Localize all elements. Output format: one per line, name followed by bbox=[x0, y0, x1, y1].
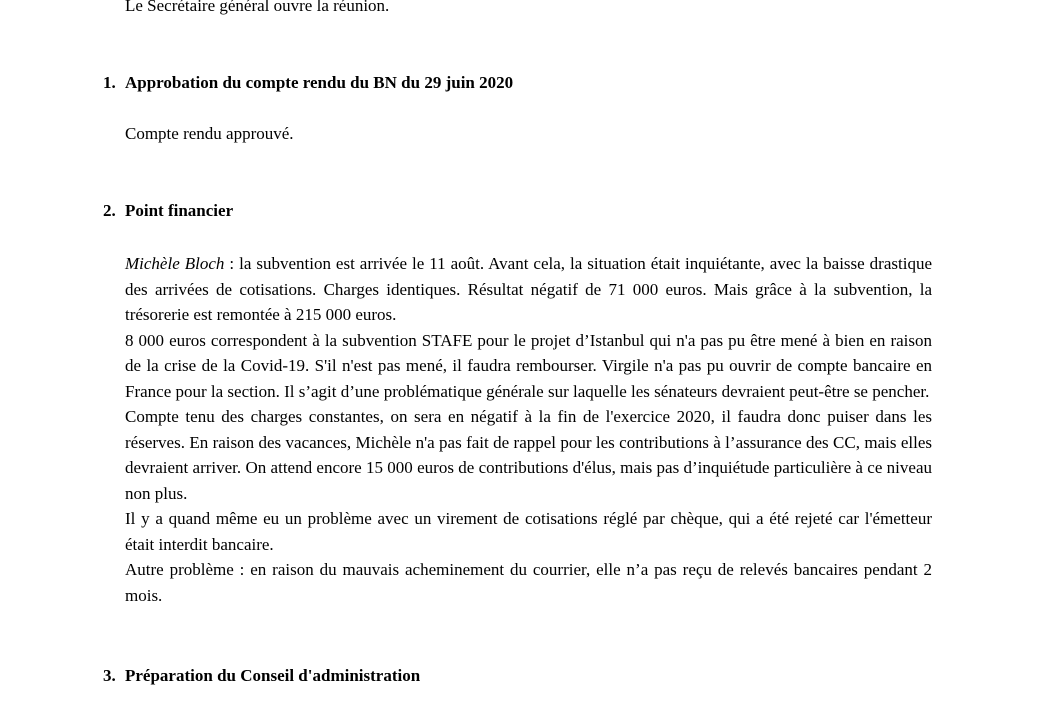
speech-paragraph-5: Autre problème : en raison du mauvais acheminement du courrier, elle n’a pas reçu de relevés bancaires pendant 2 mois. bbox=[125, 560, 932, 605]
intro-paragraph: Le Secrétaire général ouvre la réunion. bbox=[125, 0, 390, 15]
section-3-heading bbox=[103, 663, 932, 689]
speech-paragraph-2: 8 000 euros correspondent à la subvention STAFE pour le projet d’Istanbul qui n'a pas pu être mené à bien en raison de la crise de la Covid-19. S'il n'est pas mené, il faudra rembourser. Virgile n'a pas pu ouvrir de compte bancaire en France pour la section. Il s’agit d’une problématique générale sur laquelle les sénateurs devraient peut-être se pencher. bbox=[125, 330, 932, 401]
section-2-number: 2. bbox=[103, 201, 116, 220]
section-2-heading bbox=[103, 198, 932, 224]
speech-paragraph-4: Il y a quand même eu un problème avec un virement de cotisations réglé par chèque, qui a été rejeté car l'émetteur était interdit bancaire. bbox=[125, 509, 932, 554]
speaker-name: Michèle Bloch bbox=[125, 254, 225, 273]
section-1-title: Approbation du compte rendu du BN du 29 juin 2020 bbox=[125, 73, 514, 92]
speaker-separator: : bbox=[224, 254, 240, 273]
section-2-title: Point financier bbox=[125, 201, 234, 220]
section-3-title: Préparation du Conseil d'administration bbox=[125, 665, 421, 685]
speech-paragraph-1-text: la subvention est arrivée le 11 août. Avant cela, la situation était inquiétante, avec la baisse drastique des arrivées de cotisations. Charges identiques. Résultat négatif de 71 000 euros. Mais grâce à la subvention, la trésorerie est remontée à 215 000 euros. bbox=[125, 254, 932, 324]
section-1-heading bbox=[103, 70, 932, 96]
speech-paragraph-1 bbox=[125, 251, 932, 328]
section-2-content bbox=[0, 251, 1058, 608]
section-1-paragraph: Compte rendu approuvé. bbox=[125, 124, 294, 143]
section-3-number: 3. bbox=[103, 665, 116, 685]
section-1-number: 1. bbox=[103, 73, 116, 92]
speech-paragraph-3: Compte tenu des charges constantes, on sera en négatif à la fin de l'exercice 2020, il faudra donc puiser dans les réserves. En raison des vacances, Michèle n'a pas fait de rappel pour les contributions à l’assurance des CC, mais elles devraient arriver. On attend encore 15 000 euros de contributions d'élus, mais pas d’inquiétude particulière à ce niveau non plus. bbox=[125, 407, 932, 503]
